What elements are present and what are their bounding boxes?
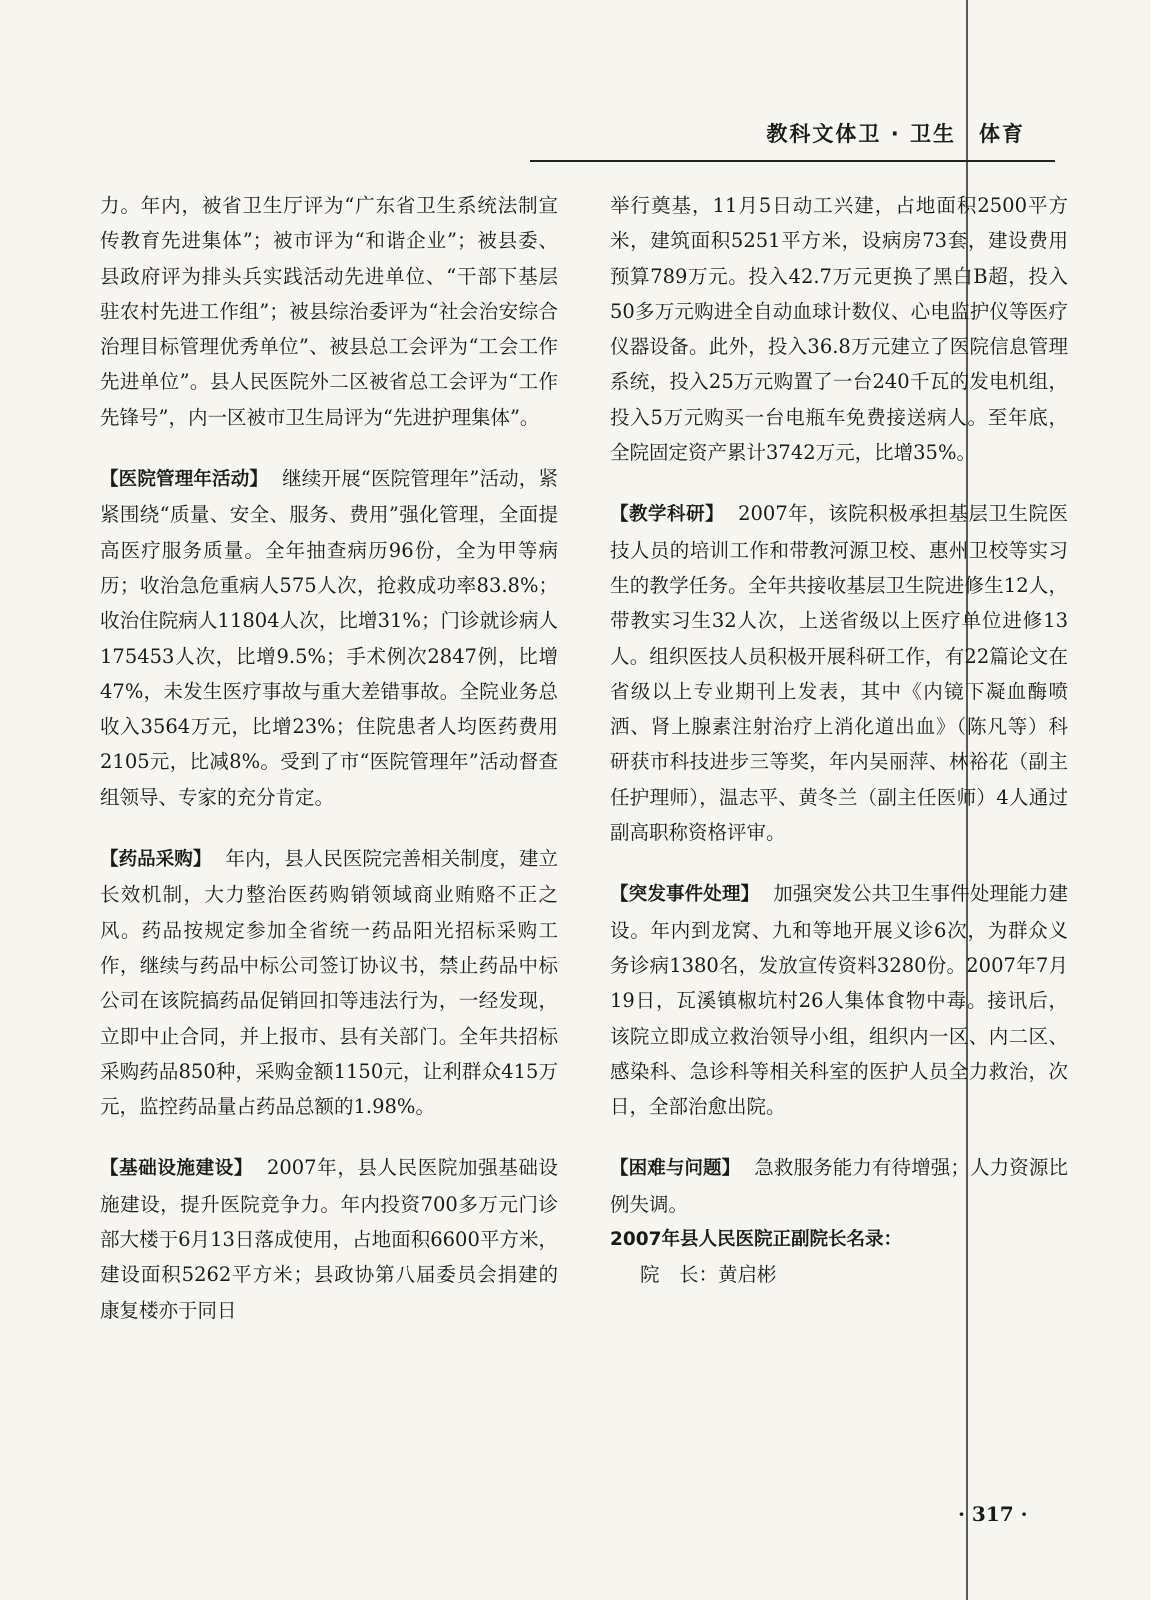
section-hospital-management: [100, 461, 558, 815]
page-number: · 317 ·: [958, 1502, 1028, 1526]
section-emergency-handling: [610, 876, 1068, 1124]
section-text: 加强突发公共卫生事件处理能力建设。年内到龙窝、九和等地开展义诊6次，为群众义务诊病1380名，发放宣传资料3280份。2007年7月19日，瓦溪镇椒坑村26人集体食物中毒。接讯后，该院立即成立救治领导小组，组织内一区、内二区、感染科、急诊科等相关科室的医护人员全力救治，次日，全部治愈出院。: [610, 882, 1068, 1119]
right-column: [610, 188, 1068, 1293]
section-title: 【基础设施建设】: [100, 1158, 253, 1180]
section-title: 【困难与问题】: [610, 1158, 741, 1180]
left-column: [100, 188, 558, 1328]
section-text: 2007年，县人民医院加强基础设施建设，提升医院竞争力。年内投资700多万元门诊部大楼于6月13日落成使用，占地面积6600平方米，建设面积5262平方米；县政协第八届委员会捐建的康复楼亦于同日: [100, 1156, 558, 1322]
director-list-heading: 2007年县人民医院正副院长名录：: [610, 1229, 902, 1251]
section-drug-procurement: [100, 841, 558, 1124]
section-title: 【突发事件处理】: [610, 884, 760, 906]
section-difficulties: [610, 1150, 1068, 1222]
paragraph-continued: 举行奠基，11月5日动工兴建，占地面积2500平方米，建筑面积5251平方米，设病房73套，建设费用预算789万元。投入42.7万元更换了黑白B超，投入50多万元购进全自动血球计数仪、心电监护仪等医疗仪器设备。此外，投入36.8万元建立了医院信息管理系统，投入25万元购置了一台240千瓦的发电机组，投入5万元购买一台电瓶车免费接送病人。至年底，全院固定资产累计3742万元，比增35%。: [610, 194, 1068, 465]
section-text: 2007年，该院积极承担基层卫生院医技人员的培训工作和带教河源卫校、惠州卫校等实习生的教学任务。全年共接收基层卫生院进修生12人，带教实习生32人次，上送省级以上医疗单位进修13人。组织医技人员积极开展科研工作，有22篇论文在省级以上专业期刊上发表，其中《内镜下凝血酶喷洒、肾上腺素注射治疗上消化道出血》（陈凡等）科研获市科技进步三等奖，年内吴丽萍、林裕花（副主任护理师），温志平、黄冬兰（副主任医师）4人通过副高职称资格评审。: [610, 502, 1068, 845]
section-text: 年内，县人民医院完善相关制度，建立长效机制，大力整治医药购销领域商业贿赂不正之风。药品按规定参加全省统一药品阳光招标采购工作，继续与药品中标公司签订协议书，禁止药品中标公司在该院搞药品促销回扣等违法行为，一经发现，立即中止合同，并上报市、县有关部门。全年共招标采购药品850种，采购金额1150元，让利群众415万元，监控药品量占药品总额的1.98%。: [100, 847, 558, 1119]
section-title: 【药品采购】: [100, 849, 212, 871]
director-list-item: 院 长：黄启彬: [640, 1263, 777, 1287]
section-infrastructure: [100, 1150, 558, 1327]
header-title: 教科文体卫 · 卫生 体育: [766, 122, 1025, 146]
section-text: 继续开展“医院管理年”活动，紧紧围绕“质量、安全、服务、费用”强化管理，全面提高医疗服务质量。全年抽查病历96份，全为甲等病历；收治急危重病人575人次，抢救成功率83.8%；收治住院病人11804人次，比增31%；门诊就诊病人175453人次，比增9.5%；手术例次2847例，比增47%，未发生医疗事故与重大差错事故。全院业务总收入3564万元，比增23%；住院患者人均医药费用2105元，比减8%。受到了市“医院管理年”活动督查组领导、专家的充分肯定。: [100, 467, 558, 809]
section-text: 急救服务能力有待增强；人力资源比例失调。: [610, 1156, 1068, 1216]
section-title: 【教学科研】: [610, 504, 725, 526]
section-title: 【医院管理年活动】: [100, 469, 269, 491]
section-teaching-research: [610, 496, 1068, 850]
running-header: [530, 118, 1055, 162]
paragraph-continued: 力。年内，被省卫生厅评为“广东省卫生系统法制宣传教育先进集体”；被市评为“和谐企业”；被县委、县政府评为排头兵实践活动先进单位、“干部下基层驻农村先进工作组”；被县综治委评为“社会治安综合治理目标管理优秀单位”、被县总工会评为“工会工作先进单位”。县人民医院外二区被省总工会评为“工作先锋号”，内一区被市卫生局评为“先进护理集体”。: [100, 194, 558, 429]
